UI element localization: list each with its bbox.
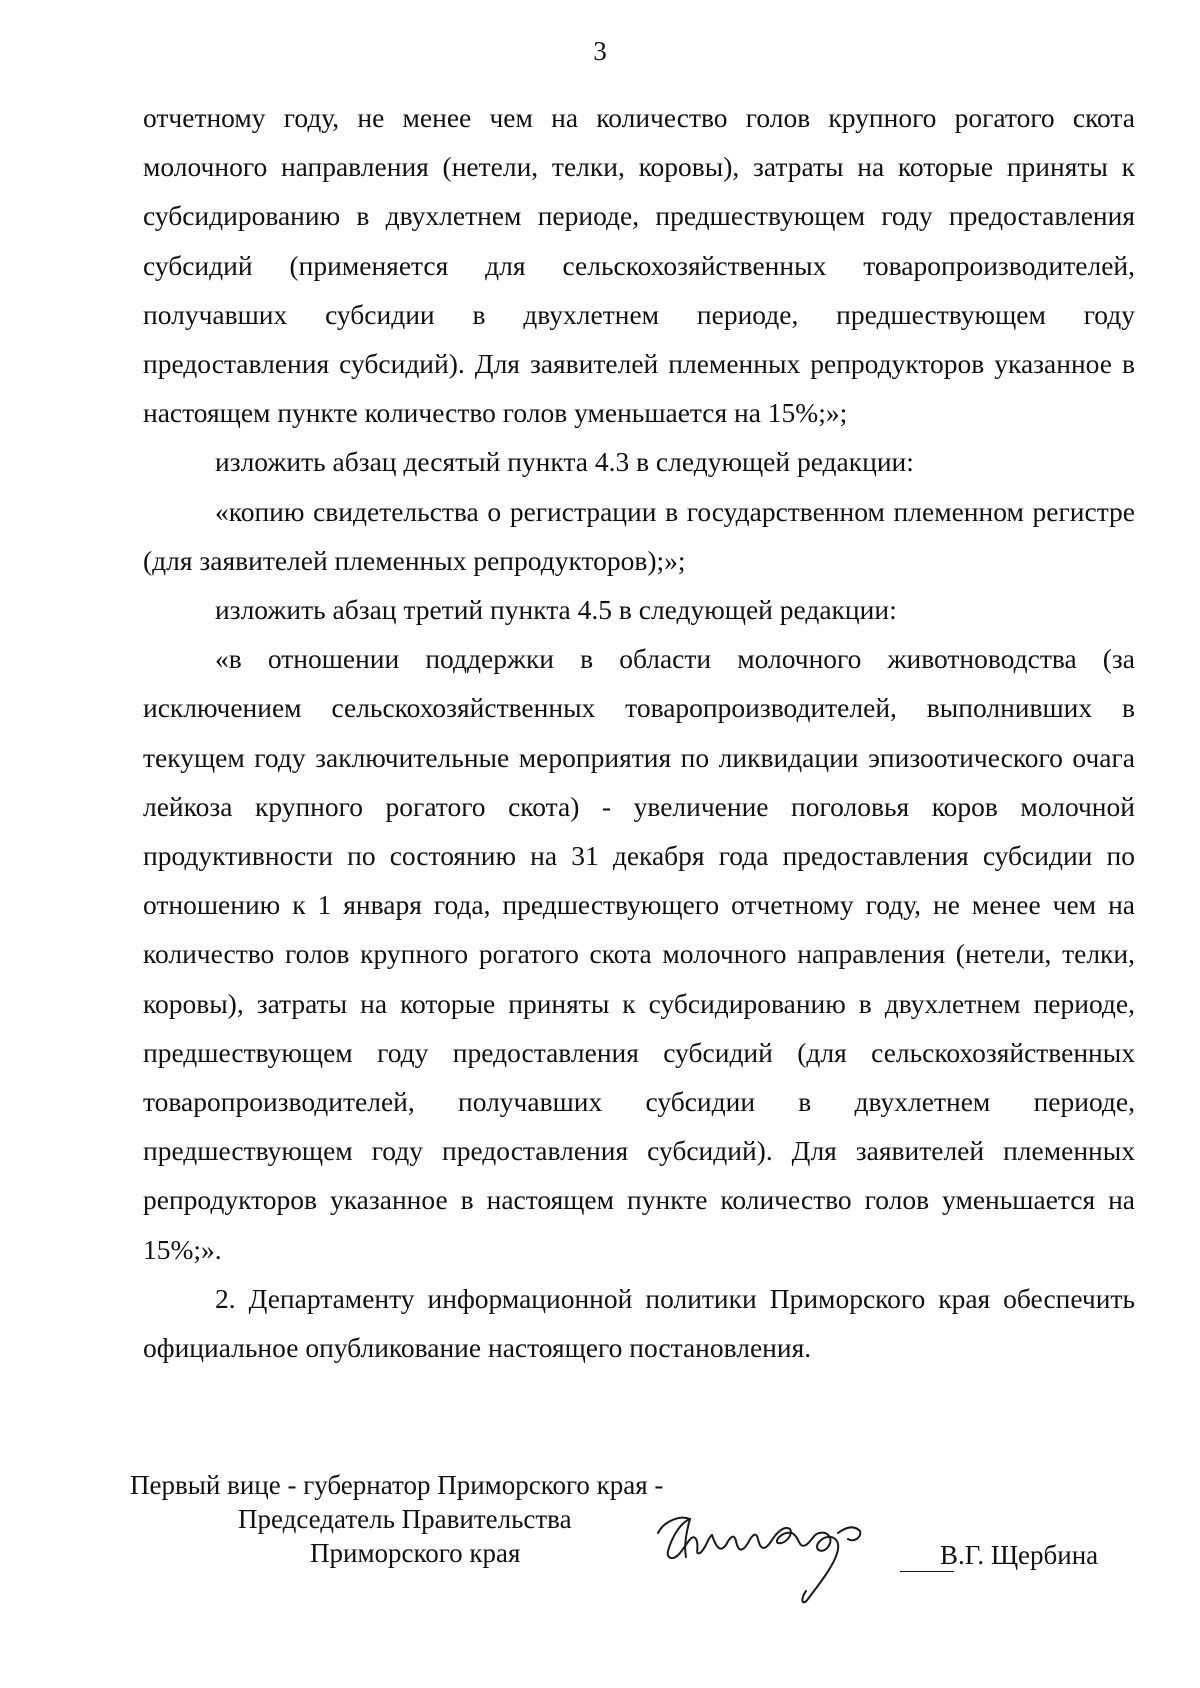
paragraph-quote-4-3: «копию свидетельства о регистрации в государственном племенном регистре (для заявителей племенных репродукторов);»; <box>143 495 1135 576</box>
page-number: 3 <box>593 36 607 66</box>
signatory-name: В.Г. Щербина <box>940 1540 1099 1570</box>
signature-block <box>130 1470 1130 1610</box>
document-body <box>143 93 1135 1372</box>
paragraph-quote-4-5: «в отношении поддержки в области молочного животноводства (за исключением сельскохозяйственных товаропроизводителей, выполнивших в текущем году заключительные мероприятия по ликвидации эпизоотического очага лейкоза крупного рогатого скота) - увеличение поголовья коров молочной продуктивности по состоянию на 31 декабря года предоставления субсидии по отношению к 1 января года, предшествующего отчетному году, не менее чем на количество голов крупного рогатого скота молочного направления (нетели, телки, коровы), затраты на которые приняты к субсидированию в двухлетнем периоде, предшествующем году предоставления субсидий (для сельскохозяйственных товаропроизводителей, получавших субсидии в двухлетнем периоде, предшествующем году предоставления субсидий). Для заявителей племенных репродукторов указанное в настоящем пункте количество голов уменьшается на 15%;». <box>143 643 1135 1265</box>
signatory-position-line-1: Первый вице - губернатор Приморского края - <box>130 1470 664 1500</box>
signatory-position-line-3: Приморского края <box>310 1538 521 1568</box>
paragraph-instruction-4-5: изложить абзац третий пункта 4.5 в следующей редакции: <box>215 594 897 626</box>
handwritten-signature <box>650 1503 900 1613</box>
paragraph-item-2: 2. Департаменту информационной политики Приморского края обеспечить официальное опубликование настоящего постановления. <box>143 1282 1135 1364</box>
signatory-position-line-2: Председатель Правительства <box>238 1504 572 1534</box>
paragraph-instruction-4-3: изложить абзац десятый пункта 4.3 в следующей редакции: <box>215 446 914 478</box>
signature-underline <box>900 1571 954 1572</box>
paragraph-continuation: отчетному году, не менее чем на количество голов крупного рогатого скота молочного направления (нетели, телки, коровы), затраты на которые приняты к субсидированию в двухлетнем периоде, предшествующем году предоставления субсидий (применяется для сельскохозяйственных товаропроизводителей, получавших субсидии в двухлетнем периоде, предшествующем году предоставления субсидий). Для заявителей племенных репродукторов указанное в настоящем пункте количество голов уменьшается на 15%;»; <box>143 102 1135 429</box>
